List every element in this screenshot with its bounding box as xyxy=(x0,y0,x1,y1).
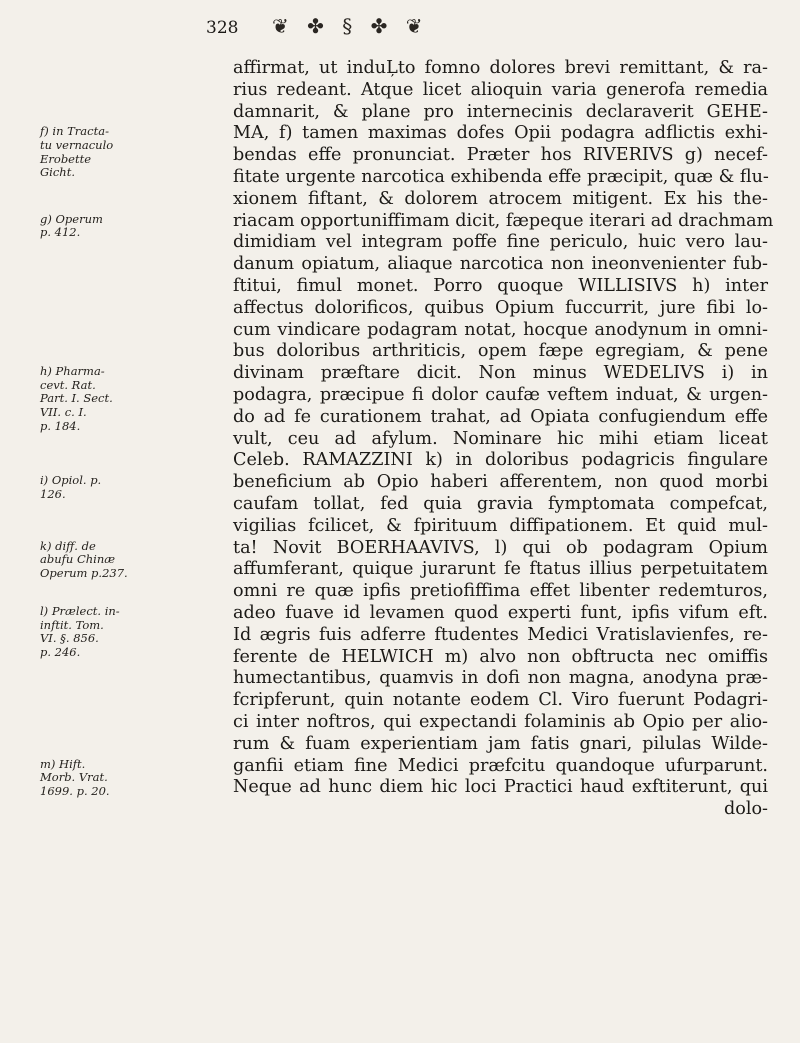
text-line: ganfii etiam fine Medici præfcitu quandoque ufurparunt. xyxy=(233,755,768,776)
text-line: Id ægris fuis adferre ftudentes Medici Vratislavienfes, re- xyxy=(233,624,768,645)
text-line: riacam opportuniffimam dicit, fæpeque iterari ad drachmam xyxy=(233,210,774,231)
text-line: vult, ceu ad afylum. Nominare hic mihi etiam liceat xyxy=(233,428,768,449)
text-line: affirmat, ut induĻto fomno dolores brevi remittant, & ra- xyxy=(233,58,768,78)
text-line: bus doloribus arthriticis, opem fæpe egregiam, & pene xyxy=(233,341,768,362)
text-line: do ad fe curationem trahat, ad Opiata confugiendum effe xyxy=(233,406,768,427)
text-line: affumferant, quique jurarunt fe ftatus illius perpetuitatem xyxy=(233,559,768,580)
text-line: dimidiam vel integram poffe fine periculo, huic vero lau- xyxy=(233,232,768,253)
page-number: 328 xyxy=(206,18,239,38)
text-line: rius redeant. Atque licet alioquin varia generofa remedia xyxy=(233,79,768,100)
text-line: cum vindicare podagram notat, hocque anodynum in omni- xyxy=(233,319,768,340)
margin-note: l) Prælect. in- inftit. Tom. VI. §. 856. p. 246. xyxy=(40,604,120,659)
text-line: caufam tollat, fed quia gravia fymptomata compefcat, xyxy=(233,493,768,514)
margin-note: k) diff. de abufu Chinæ Operum p.237. xyxy=(40,538,128,580)
text-line: podagra, præcipue fi dolor caufæ veftem induat, & urgen- xyxy=(233,384,768,405)
text-line: Neque ad hunc diem hic loci Practici haud exftiterunt, qui xyxy=(233,777,768,798)
text-line: beneficium ab Opio haberi afferentem, non quod morbi xyxy=(233,472,768,493)
text-line: divinam præftare dicit. Non minus WEDELIVS i) in xyxy=(233,363,768,384)
text-line: dolo- xyxy=(723,799,768,820)
margin-note: g) Operum p. 412. xyxy=(40,211,103,240)
margin-note: h) Pharma- cevt. Rat. Part. I. Sect. VII. c. I. p. 184. xyxy=(40,364,113,433)
text-line: fcripferunt, quin notante eodem Cl. Viro fuerunt Podagri- xyxy=(233,690,768,711)
text-line: ferente de HELWICH m) alvo non obftructa nec omiffis xyxy=(233,646,768,667)
main-text-block xyxy=(233,58,774,821)
text-line: humectantibus, quamvis in dofi non magna, anodyna præ- xyxy=(233,668,768,689)
margin-note: m) Hift. Morb. Vrat. 1699. p. 20. xyxy=(40,756,110,798)
page-header xyxy=(0,12,800,48)
text-line: rum & fuam experientiam jam fatis gnari, pilulas Wilde- xyxy=(233,733,768,754)
margin-note: f) in Tracta- tu vernaculo Erobette Gicht. xyxy=(40,124,114,180)
header-ornament: ❦ ✤ § ✤ ❦ xyxy=(272,14,429,38)
text-line: damnarit, & plane pro internecinis declaraverit GEHE- xyxy=(233,101,768,122)
text-line: xionem fiftant, & dolorem atrocem mitigent. Ex his the- xyxy=(233,188,768,209)
text-line: MA, f) tamen maximas dofes Opii podagra adflictis exhi- xyxy=(233,123,768,144)
text-line: adeo fuave id levamen quod experti funt, ipfis vifum eft. xyxy=(233,602,768,623)
margin-note: i) Opiol. p. 126. xyxy=(40,473,102,501)
text-line: vigilias fcilicet, & fpirituum diffipationem. Et quid mul- xyxy=(233,515,768,536)
text-line: danum opiatum, aliaque narcotica non ineonvenienter fub- xyxy=(233,254,768,275)
text-line: ftitui, fimul monet. Porro quoque WILLISIVS h) inter xyxy=(233,275,768,296)
text-line: fitate urgente narcotica exhibenda effe præcipit, quæ & flu- xyxy=(233,166,769,187)
text-line: affectus dolorificos, quibus Opium fuccurrit, jure fibi lo- xyxy=(233,297,768,318)
text-line: omni re quæ ipfis pretiofiffima effet libenter redemturos, xyxy=(233,581,768,602)
text-line: ta! Novit BOERHAAVIVS, l) qui ob podagram Opium xyxy=(233,537,768,558)
text-line: Celeb. RAMAZZINI k) in doloribus podagricis fingulare xyxy=(233,450,768,471)
text-line: ci inter noftros, qui expectandi folaminis ab Opio per alio- xyxy=(233,711,768,732)
text-line: bendas effe pronunciat. Præter hos RIVERIVS g) necef- xyxy=(233,145,768,166)
